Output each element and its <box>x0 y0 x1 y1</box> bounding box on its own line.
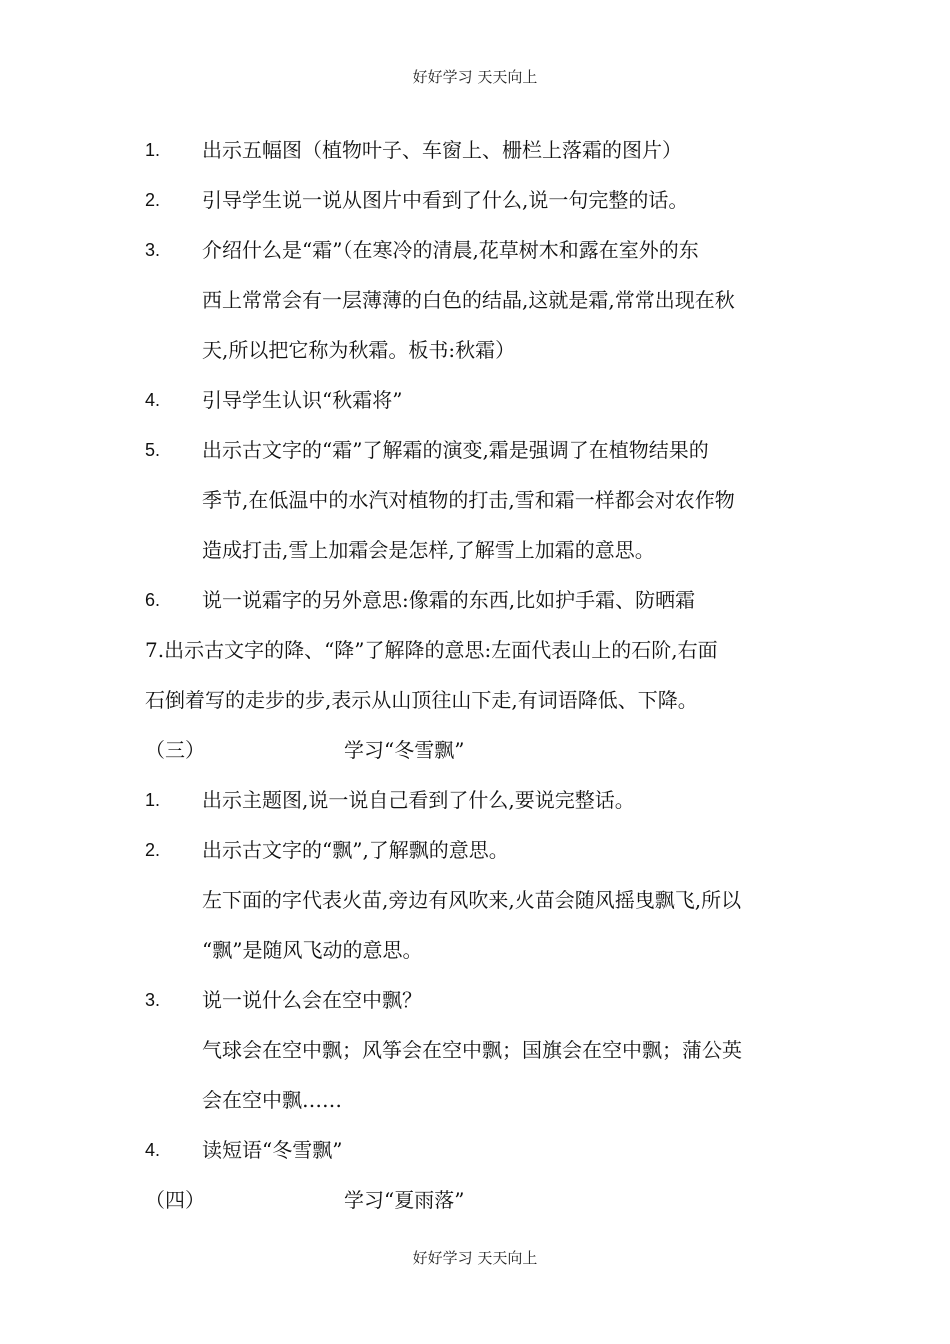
list-number: 2. <box>145 190 161 210</box>
list-number: 1. <box>145 140 161 160</box>
paragraph-text: 7.出示古文字的降、“降”了解降的意思:左面代表山上的石阶,右面 <box>145 638 718 662</box>
list-number: 1. <box>145 790 161 810</box>
list-text: 会在空中飘…… <box>202 1088 342 1112</box>
list-number: 3. <box>145 990 161 1010</box>
list-text: 季节,在低温中的水汽对植物的打击,雪和霜一样都会对农作物 <box>202 488 735 512</box>
list-number: 6. <box>145 590 161 610</box>
list-text: 出示五幅图（植物叶子、车窗上、栅栏上落霜的图片） <box>202 138 682 162</box>
list-text: 天,所以把它称为秋霜。板书:秋霜） <box>202 338 516 362</box>
list-text: 造成打击,雪上加霜会是怎样,了解雪上加霜的意思。 <box>202 538 655 562</box>
list-text: 说一说霜字的另外意思:像霜的东西,比如护手霜、防晒霜 <box>202 588 696 612</box>
list-text: 读短语“冬雪飘” <box>202 1138 343 1162</box>
list-text: 说一说什么会在空中飘？ <box>202 988 422 1012</box>
list-text: 西上常常会有一层薄薄的白色的结晶,这就是霜,常常出现在秋 <box>202 288 735 312</box>
list-number: 4. <box>145 1140 161 1160</box>
section-label: （三） <box>145 738 205 762</box>
list-text: 介绍什么是“霜”（在寒冷的清晨,花草树木和露在室外的东 <box>202 238 699 262</box>
list-text: 引导学生说一说从图片中看到了什么,说一句完整的话。 <box>202 188 689 212</box>
list-text: 出示主题图,说一说自己看到了什么,要说完整话。 <box>202 788 635 812</box>
list-number: 2. <box>145 840 161 860</box>
list-text: 出示古文字的“飘”,了解飘的意思。 <box>202 838 509 862</box>
list-text: “飘”是随风飞动的意思。 <box>202 938 423 962</box>
section-title: 学习“夏雨落” <box>344 1188 465 1212</box>
list-number: 4. <box>145 390 161 410</box>
list-text: 引导学生认识“秋霜将” <box>202 388 403 412</box>
page-footer: 好好学习 天天向上 <box>412 1249 538 1267</box>
list-text: 出示古文字的“霜”了解霜的演变,霜是强调了在植物结果的 <box>202 438 709 462</box>
list-text: 气球会在空中飘；风筝会在空中飘；国旗会在空中飘；蒲公英 <box>202 1038 742 1062</box>
list-number: 5. <box>145 440 161 460</box>
list-number: 3. <box>145 240 161 260</box>
section-label: （四） <box>145 1188 205 1212</box>
section-title: 学习“冬雪飘” <box>344 738 465 762</box>
page-header: 好好学习 天天向上 <box>412 68 538 86</box>
list-text: 左下面的字代表火苗,旁边有风吹来,火苗会随风摇曳飘飞,所以 <box>202 888 742 912</box>
paragraph-text: 石倒着写的走步的步,表示从山顶往山下走,有词语降低、下降。 <box>145 688 698 712</box>
